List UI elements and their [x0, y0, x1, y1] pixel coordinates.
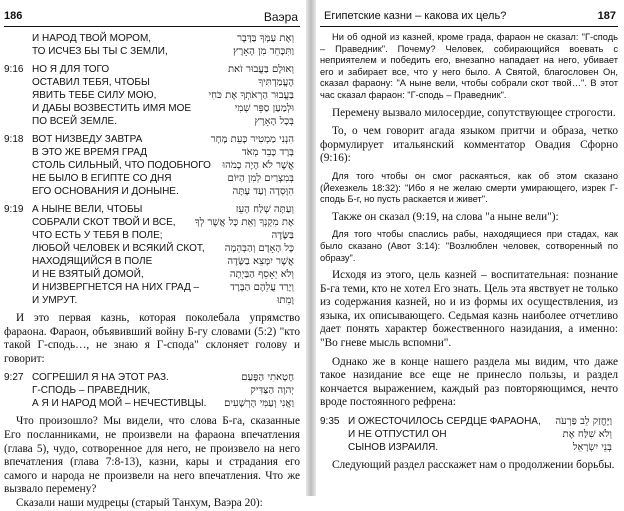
- verse-russian: А Я И НАРОД МОЙ – НЕЧЕСТИВЦЫ.: [32, 398, 207, 410]
- verse-number: 9:18: [4, 134, 24, 145]
- verse-russian: И НАРОД ТВОЙ МОРОМ,: [32, 33, 152, 44]
- verse-hebrew: אֲשֶׁר יִמָּצֵא בַשָּׂדֶה: [227, 256, 294, 267]
- verse-russian: И ОЖЕСТОЧИЛОСЬ СЕРДЦЕ ФАРАОНА,: [348, 416, 541, 428]
- verse-line: [4, 203, 300, 216]
- book-gutter: [306, 0, 316, 496]
- verse-line: [320, 428, 618, 441]
- paragraph: Также он сказал (9:19, на слова "а ныне вели"):: [332, 210, 559, 223]
- verse-line: [4, 229, 300, 242]
- verse-hebrew: וַאֲנִי וְעַמִּי הָרְשָׁעִים: [224, 398, 294, 410]
- verse-russian: ЛЮБОЙ ЧЕЛОВЕК И ВСЯКИЙ СКОТ,: [32, 243, 205, 254]
- left-page: [0, 0, 306, 509]
- verse-line: [4, 172, 300, 185]
- verse-hebrew: וְעַתָּה שְׁלַח הָעֵז: [235, 204, 294, 215]
- verse-block-9-18: [4, 133, 300, 198]
- verse-hebrew: וּלְמַעַן סַפֵּר שְׁמִי: [234, 103, 294, 114]
- verse-russian: Г-СПОДЬ – ПРАВЕДНИК,: [32, 385, 151, 397]
- right-page-body: [320, 32, 618, 473]
- verse-line: [4, 397, 300, 410]
- right-page-header: [320, 10, 618, 26]
- verse-russian: ПО ВСЕЙ ЗЕМЛЕ.: [32, 116, 117, 127]
- verse-hebrew: וְיָרַד עֲלֵהֶם הַבָּרָד: [230, 282, 294, 293]
- verse-line: [320, 441, 618, 454]
- verse-russian: В ЭТО ЖЕ ВРЕМЯ ГРАД: [32, 147, 148, 158]
- verse-hebrew: בַּעֲבוּר הַרְאֹתְךָ אֶת כֹּחִי: [208, 90, 294, 101]
- verse-block-9-27: [4, 371, 300, 410]
- verse-russian: СОБРАЛИ СКОТ ТВОЙ И ВСЕ,: [32, 217, 176, 228]
- paragraph: И это первая казнь, которая поколебала упрямство фараона. Фараон, объявивший войну Б-гу словами (5:2) "кто такой Г-сподь…, не знаю я Г-спода" склоняет голову и говорит:: [4, 312, 300, 365]
- verse-line: [4, 89, 300, 102]
- quote-paragraph: Ни об одной из казней, кроме града, фараон не сказал: "Г-сподь – Праведник". Почему? Человек, собирающийся воевать с неприятелем и победить его, внезапно нападает на него, убивает его и забирает все, что у него было. А Святой, благословен Он, сказал фараону: "А ныне вели, чтобы собрали скот твой…". В этот час сказал фараон: "Г-сподь – Праведник".: [320, 32, 618, 100]
- paragraph: Сказали наши мудрецы (старый Танхум, Ваэра 20):: [16, 496, 263, 509]
- verse-line: [4, 242, 300, 255]
- quote-paragraph: Для того чтобы он смог раскаяться, как об этом сказано (Йехезкель 18:32): "Ибо я не желаю смерти умирающего, изрек Г-сподь Б-г, но пусть раскается и живет".: [320, 170, 618, 205]
- verse-line: [4, 255, 300, 268]
- verse-line: [4, 63, 300, 76]
- verse-russian: ЯВИТЬ ТЕБЕ СИЛУ МОЮ,: [32, 90, 157, 101]
- verse-russian: И УМРУТ.: [32, 295, 78, 306]
- verse-hebrew: בְּכָל הָאָרֶץ: [254, 116, 294, 127]
- page-number: 187: [597, 10, 616, 22]
- verse-number: 9:35: [320, 416, 340, 428]
- verse-hebrew: וְאוּלָם בַּעֲבוּר זֹאת: [227, 64, 294, 75]
- verse-hebrew: אֲשֶׁר לֹא הָיָה כָמֹהוּ: [222, 160, 294, 171]
- verse-russian: ТО ИСЧЕЗ БЫ ТЫ С ЗЕМЛИ,: [32, 46, 168, 57]
- verse-line: [4, 185, 300, 198]
- verse-russian: И НЕ ВЗЯТЫЙ ДОМОЙ,: [32, 269, 144, 280]
- verse-line: [4, 115, 300, 128]
- verse-line: [4, 281, 300, 294]
- header-rule: [4, 26, 300, 27]
- verse-line: [4, 384, 300, 397]
- verse-line: [320, 415, 618, 428]
- verse-russian: И НИЗВЕРГНЕТСЯ НА НИХ ГРАД –: [32, 282, 200, 293]
- verse-line: [4, 159, 300, 172]
- verse-block-9-16: [4, 63, 300, 128]
- verse-number: 9:16: [4, 64, 24, 75]
- verse-hebrew: הִנְנִי מַמְטִיר כָּעֵת מָחָר: [210, 134, 294, 145]
- verse-line: [4, 102, 300, 115]
- verse-hebrew: בְּנֵי יִשְׂרָאֵל: [572, 442, 612, 454]
- verse-line: [4, 268, 300, 281]
- verse-block-9-35: [320, 415, 618, 454]
- quote-paragraph: Для того чтобы спаслись рабы, находящиеся при стадах, как было сказано (Авот 3:14): "Возлюблен человек, сотворенный по образу".: [320, 229, 618, 263]
- paragraph: Перемену вызвало милосердие, сопутствующее строгости.: [332, 106, 616, 119]
- verse-line: [4, 371, 300, 384]
- verse-line: [4, 45, 300, 58]
- verse-russian: СТОЛЬ СИЛЬНЫЙ, ЧТО ПОДОБНОГО: [32, 160, 211, 171]
- verse-hebrew: אֶת מִקְנְךָ וְאֵת כָּל אֲשֶׁר לְךָ: [194, 217, 294, 228]
- verse-hebrew: בָּרָד כָּבֵד מְאֹד: [241, 147, 294, 158]
- verse-block-top: [4, 32, 300, 58]
- running-title: Египетские казни – какова их цель?: [324, 10, 507, 22]
- verse-russian: А НЫНЕ ВЕЛИ, ЧТОБЫ: [32, 204, 143, 215]
- verse-russian: ЧТО ЕСТЬ У ТЕБЯ В ПОЛЕ;: [32, 230, 163, 241]
- verse-russian: ВОТ НИЗВЕДУ ЗАВТРА: [32, 134, 143, 145]
- verse-russian: НЕ БЫЛО В ЕГИПТЕ СО ДНЯ: [32, 173, 172, 184]
- page-number: 186: [4, 10, 23, 22]
- verse-russian: ЕГО ОСНОВАНИЯ И ДОНЫНЕ.: [32, 186, 179, 197]
- right-page: [316, 0, 624, 496]
- verse-line: [4, 133, 300, 146]
- verse-hebrew: חָטָאתִי הַפָּעַם: [241, 372, 294, 384]
- verse-hebrew: יְהוָה הַצַּדִּיק: [250, 385, 294, 397]
- verse-hebrew: כָּל הָאָדָם וְהַבְּהֵמָה: [224, 243, 294, 254]
- paragraph: То, о чем говорит агада языком притчи и образа, четко формулирует итальянский комментатор Овадия Сфорно (9:16):: [320, 125, 618, 165]
- verse-hebrew: וַתִּכָּחֵד מִן הָאָרֶץ: [233, 46, 294, 57]
- paragraph: Исходя из этого, цель казней – воспитательная: познание Б-га теми, кто не хотел Его знать. Цель эта явствует не только из содержания казней, но и из формы их осуществления, из языка, их описывающего. Седьмая казнь наиболее отчетливо дает понять характер божественного назидания, а именно: "Во гневе мысль вспомни".: [320, 269, 618, 350]
- verse-hebrew: הִוָּסְדָה וְעַד עָתָּה: [232, 186, 294, 197]
- verse-russian: ОСТАВИЛ ТЕБЯ, ЧТОБЫ: [32, 77, 150, 88]
- verse-hebrew: בַּשָּׂדֶה: [271, 230, 294, 241]
- verse-hebrew: וַיֶּחֱזַק לֵב פַּרְעֹה: [555, 416, 612, 428]
- header-rule: [320, 26, 618, 27]
- running-title: Ваэра: [263, 10, 298, 24]
- paragraph: Однако же в конце нашего раздела мы видим, что даже такое назидание все еще не принесло пользы, и раздел кончается выражением, каждый раз повторяющимся, нечто вроде постоянного рефрена:: [320, 355, 618, 409]
- verse-russian: И НЕ ОТПУСТИЛ ОН: [348, 429, 447, 441]
- verse-hebrew: בְּמִצְרַיִם לְמִן הַיּוֹם: [227, 173, 294, 184]
- verse-russian: НО Я ДЛЯ ТОГО: [32, 64, 110, 75]
- verse-russian: НАХОДЯЩИЙСЯ В ПОЛЕ: [32, 256, 153, 267]
- verse-line: [4, 76, 300, 89]
- verse-number: 9:19: [4, 204, 24, 215]
- verse-number: 9:27: [4, 372, 24, 384]
- verse-line: [4, 32, 300, 45]
- verse-line: [4, 216, 300, 229]
- verse-russian: И ДАБЫ ВОЗВЕСТИТЬ ИМЯ МОЕ: [32, 103, 192, 114]
- verse-hebrew: וְלֹא יֵאָסֵף הַבַּיְתָה: [229, 269, 294, 280]
- paragraph: Следующий раздел расскажет нам о продолжении борьбы.: [332, 459, 615, 472]
- left-page-header: [4, 10, 300, 26]
- verse-russian: СОГРЕШИЛ Я НА ЭТОТ РАЗ.: [32, 372, 169, 384]
- verse-hebrew: הֶעֱמַדְתִּיךָ: [258, 77, 294, 88]
- verse-hebrew: וָמֵתוּ: [276, 295, 294, 306]
- left-page-body: [4, 32, 300, 511]
- paragraph: Что произошло? Мы видели, что слова Б-га, сказанные Его посланниками, не произвели на фараона впечатления (глава 5), чудо, сотворенное для него, не произвело на него впечатления (глава 7:8-13), казни, кары и страдания его самого и народа не произвели на него впечатления. Что же вызвало перемену?: [4, 415, 300, 496]
- verse-russian: СЫНОВ ИЗРАИЛЯ.: [348, 442, 439, 454]
- verse-block-9-19: [4, 203, 300, 307]
- verse-line: [4, 146, 300, 159]
- verse-line: [4, 294, 300, 307]
- verse-hebrew: וְאֶת עַמְּךָ בַּדָּבֶר: [237, 33, 294, 44]
- verse-hebrew: וְלֹא שִׁלַּח אֶת: [562, 429, 612, 441]
